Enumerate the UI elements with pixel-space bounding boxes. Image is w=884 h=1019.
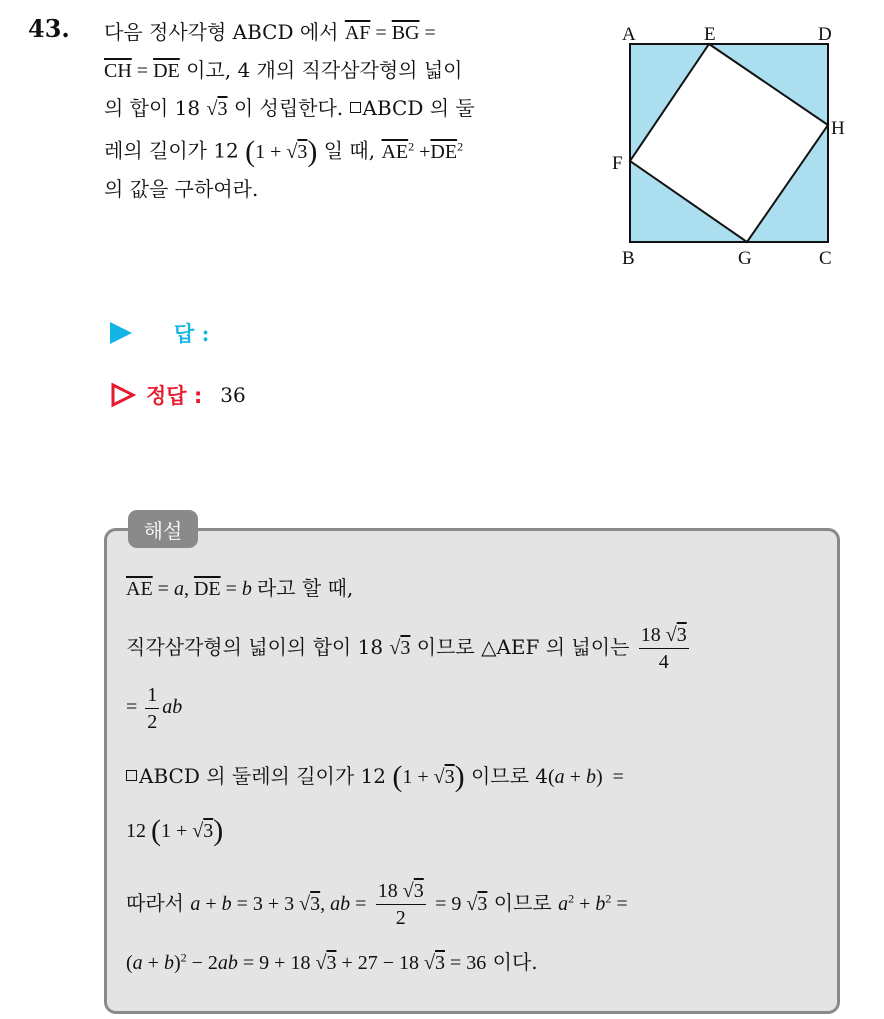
- label-d: D: [818, 24, 832, 45]
- label-f: F: [612, 153, 623, 174]
- explanation-line-3: = $\frac{1}{2}$ ab: [126, 684, 183, 733]
- correct-answer-label: 정답 :: [146, 384, 203, 408]
- problem-line-4: 레의 길이가 12 (1 + √3) 일 때, $\overline{AE}^2 +\overline{DE}^2$: [104, 134, 464, 168]
- explanation-line-7: $(a + b)^2 - 2ab = 9 + 18$ √3 + 27 − 18 √3 = 36 이다.: [126, 950, 538, 974]
- explanation-line-4: ABCD 의 둘레의 길이가 12 (1 + √3) 이므로 4(a + b) =: [126, 760, 624, 792]
- label-a: A: [622, 24, 636, 45]
- fraction-18root3-over-4: $\frac{18 √3}{4}$: [640, 624, 687, 673]
- correct-answer-value: 36: [220, 383, 246, 407]
- square-symbol-icon: [126, 770, 137, 781]
- square-symbol-icon: [350, 102, 361, 113]
- explanation-line-2: 직각삼각형의 넓이의 합이 18 √3 이므로 △AEF 의 넓이는 $\frac{18 √3}{4}$: [126, 624, 687, 673]
- problem-number: 43.: [28, 14, 70, 43]
- answer-row: [110, 318, 209, 348]
- explanation-line-6: 따라서 a + b = 3 + 3 √3, ab = $\frac{18 √3}{2}$ = 9 √3 이므로 $a^2 + b^2$ =: [126, 880, 628, 929]
- fraction-one-half: $\frac{1}{2}$: [147, 684, 158, 733]
- square-diagram: [608, 22, 858, 272]
- correct-answer-row: [110, 380, 246, 410]
- answer-label: 답 :: [174, 321, 210, 346]
- problem-line-5: 의 값을 구하여라.: [104, 176, 259, 201]
- explanation-line-1: $\overline{AE} = a$, $\overline{DE} = b$ 라고 할 때,: [126, 576, 354, 600]
- explanation-tab: 해설: [128, 510, 198, 548]
- problem-line-3: 의 합이 18 √3 이 성립한다. ABCD 의 둘: [104, 96, 475, 120]
- label-b: B: [622, 248, 635, 269]
- problem-line-1: 다음 정사각형 ABCD 에서 $\overline{AF} = \overline{BG}$ =: [104, 20, 436, 44]
- answer-arrow-icon: [110, 322, 132, 344]
- problem-line-2: $\overline{CH} = \overline{DE}$ 이고, 4 개의 직각삼각형의 넓이: [104, 58, 463, 82]
- label-h: H: [831, 118, 845, 139]
- label-c: C: [819, 248, 832, 269]
- label-e: E: [704, 24, 716, 45]
- explanation-line-5: 12 (1 + √3): [126, 814, 224, 847]
- label-g: G: [738, 248, 752, 269]
- outline-arrow-icon: [110, 382, 136, 408]
- problem-text: [104, 14, 584, 208]
- fraction-18root3-over-2: $\frac{18 √3}{2}$: [377, 880, 424, 929]
